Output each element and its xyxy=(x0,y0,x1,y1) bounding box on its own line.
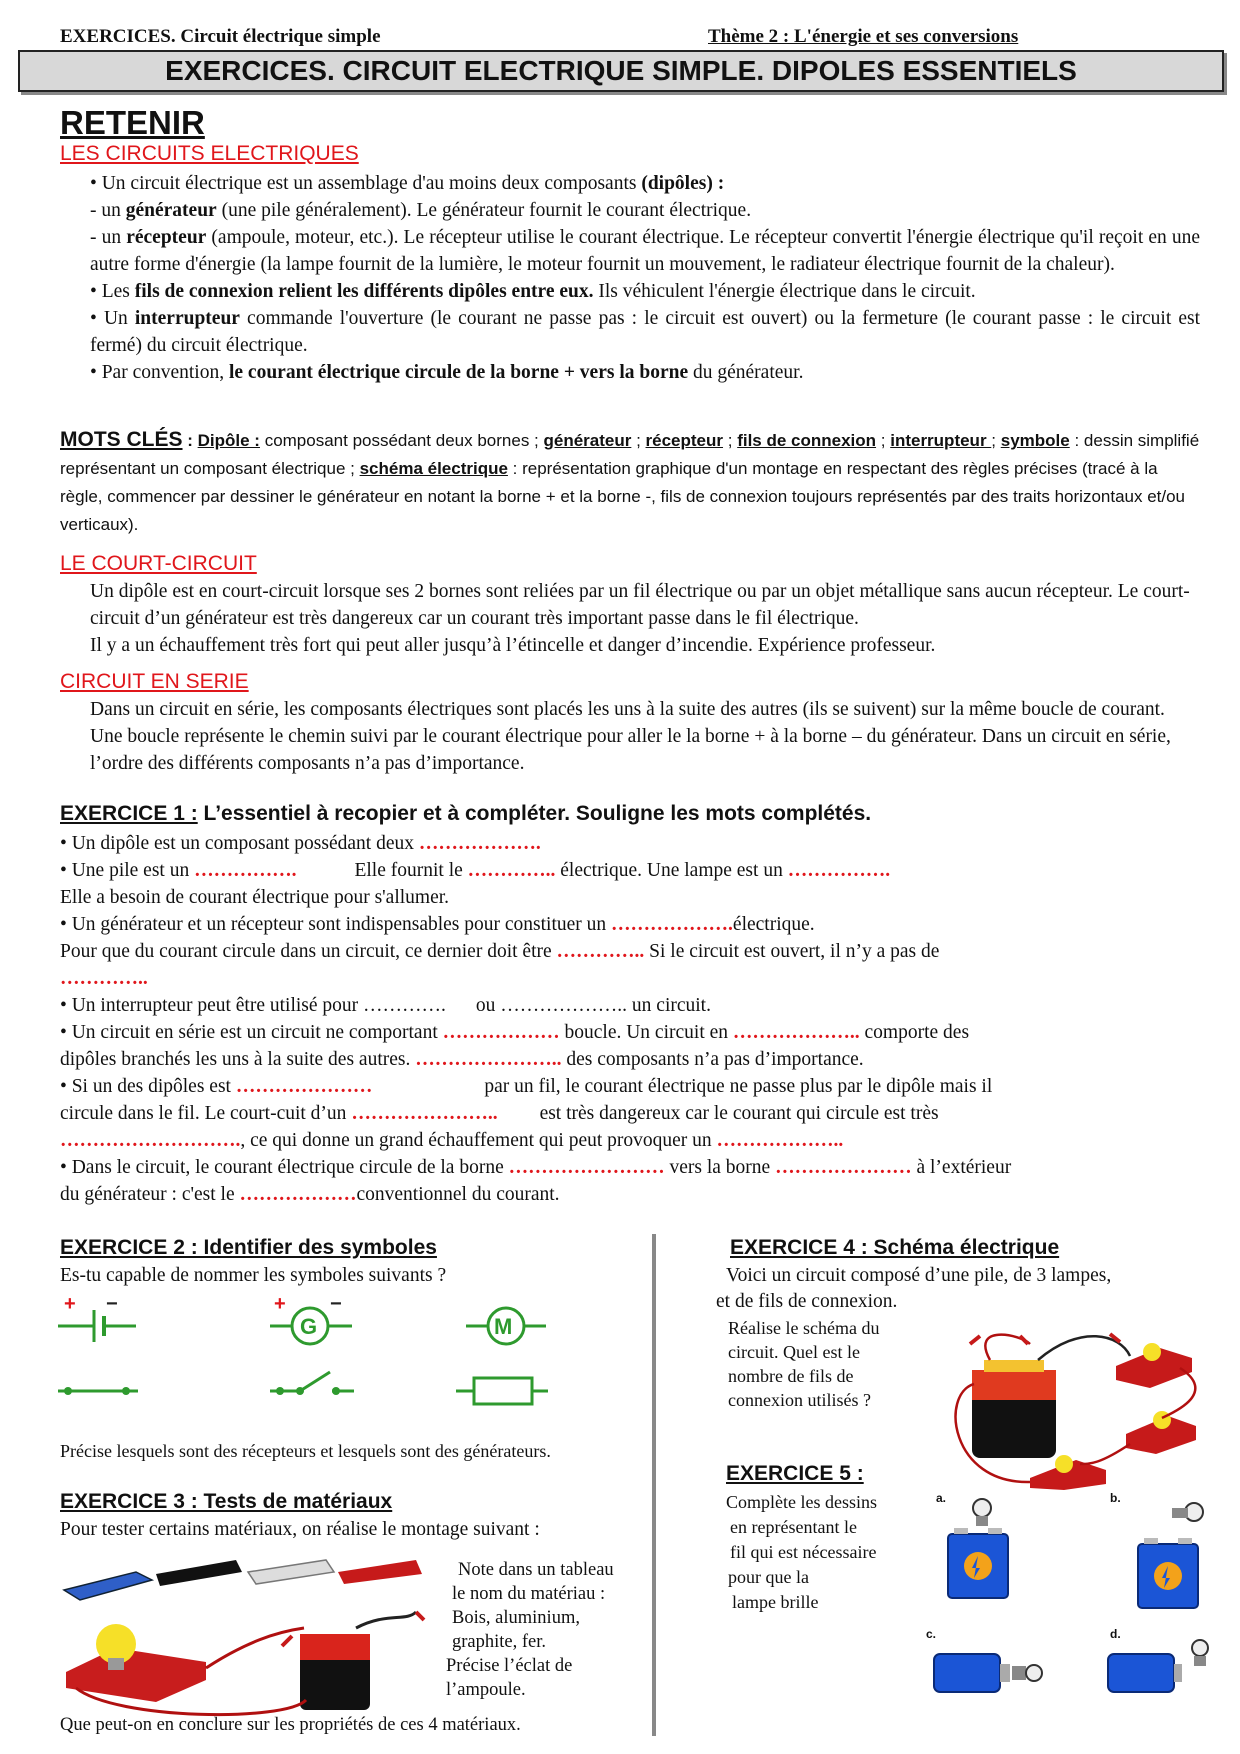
court-heading: LE COURT-CIRCUIT xyxy=(60,552,257,575)
minus-sign: − xyxy=(106,1294,118,1315)
column-divider xyxy=(652,1234,656,1736)
resistor-symbol xyxy=(456,1378,548,1404)
drawing-b xyxy=(1138,1503,1203,1608)
drawing-d xyxy=(1108,1640,1208,1692)
ex2-question: Es-tu capable de nommer les symboles suivants ? xyxy=(60,1265,447,1286)
retenir-heading: RETENIR xyxy=(60,104,205,141)
drawing-a xyxy=(948,1499,1008,1598)
circuits-body: • Un circuit électrique est un assemblage d'au moins deux composants (dipôles) : - un générateur (une pile généralement). Le générateur fournit le courant électrique. - un récepteur (ampoule, moteur, etc.). Le récepteur utilise le courant électrique. Le récepteur convertit l'énergie électrique qu'il reçoit en une autre forme d'énergie (la lampe fournit de la lumière, le moteur fournit un mouvement, le radiateur électrique fournit de la chaleur). • Les fils de connexion relient les différents dipôles entre eux. Ils véhiculent l'énergie électrique dans le circuit. • Un interrupteur commande l'ouverture (le courant ne passe pas : le circuit est ouvert) ou la fermeture (le courant passe : le circuit est fermé) du circuit électrique. • Par convention, le courant électrique circule de la borne + vers la borne du générateur. xyxy=(90,173,1201,383)
ex4-line1: Voici un circuit composé d’une pile, de 3 lampes, xyxy=(726,1265,1112,1286)
ex4-note: Réalise le schéma du circuit. Quel est le nombre de fils de connexion utilisés ? xyxy=(728,1318,880,1410)
generator-letter: G xyxy=(300,1314,318,1339)
ex5-drawings xyxy=(924,1488,1216,1708)
label-d: d. xyxy=(1110,1627,1121,1641)
ex3-question: Pour tester certains matériaux, on réalise le montage suivant : xyxy=(60,1519,540,1540)
plus-sign: + xyxy=(64,1294,76,1315)
label-c: c. xyxy=(926,1627,937,1641)
ex5-note: Complète les dessins en représentant le fil qui est nécessaire pour que la lampe brille xyxy=(726,1492,877,1612)
ex4-title: EXERCICE 4 : Schéma électrique xyxy=(730,1236,1060,1259)
page-title: EXERCICES. CIRCUIT ELECTRIQUE SIMPLE. DIPOLES ESSENTIELS xyxy=(18,50,1224,92)
label-a: a. xyxy=(936,1491,947,1505)
motor-letter: M xyxy=(494,1314,513,1339)
ex3-title: EXERCICE 3 : Tests de matériaux xyxy=(60,1490,393,1513)
mots-cles: MOTS CLÉS : Dipôle : composant possédant deux bornes ; générateur ; récepteur ; fils de connexion ; interrupteur ; symbole : dessin simplifié représentant un composant électrique ; schéma électrique : représentation graphique d'un montage en respectant des règles précises (tracé à la règle, commencer par dessiner le générateur en notant la borne + et la borne -, fils de connexion toujours représentés par des traits horizontaux et/ou verticaux). xyxy=(60,428,1200,534)
header-right: Thème 2 : L'énergie et ses conversions xyxy=(708,26,1019,47)
label-b: b. xyxy=(1110,1491,1121,1505)
header-left: EXERCICES. Circuit électrique simple xyxy=(60,26,381,47)
ex5-title: EXERCICE 5 : xyxy=(726,1462,864,1485)
ex3-note: Note dans un tableau le nom du matériau : Bois, aluminium, graphite, fer. Précise l’éclat de l’ampoule. xyxy=(446,1560,614,1700)
ex2-symbols xyxy=(56,1294,556,1414)
ex1-title: EXERCICE 1 : L’essentiel à recopier et à compléter. Souligne les mots complétés. xyxy=(60,802,872,825)
ex2-question-2: Précise lesquels sont des récepteurs et lesquels sont des générateurs. xyxy=(60,1441,551,1461)
court-body: Un dipôle est en court-circuit lorsque ses 2 bornes sont reliées par un fil électrique ou par un objet métallique sans aucun récepteur. Le court-circuit d’un générateur est très dangereux car un courant très important passe dans le fil électrique. Il y a un échauffement très fort qui peut aller jusqu’à l’étincelle et danger d’incendie. Expérience professeur. xyxy=(90,581,1190,656)
ex3-question-2: Que peut-on en conclure sur les propriétés de ces 4 matériaux. xyxy=(60,1715,521,1735)
plus-sign: + xyxy=(274,1294,286,1315)
materials-test-illustration xyxy=(56,1552,446,1720)
minus-sign: − xyxy=(330,1294,342,1315)
ex4-circuit-illustration xyxy=(930,1314,1212,1490)
ex4-line2: et de fils de connexion. xyxy=(716,1291,898,1312)
drawing-c xyxy=(934,1654,1042,1692)
ex1-body: • Un dipôle est un composant possédant deux ………………. • Une pile est un ……………. Elle fournit le ………….. électrique. Une lampe est un ……………. Elle a besoin de courant électrique pour s'allumer. • Un générateur et un récepteur sont indispensables pour constituer un ……………….électrique. Pour que du courant circule dans un circuit, ce dernier doit être ………….. Si le circuit est ouvert, il n’y a pas de ………….. • Un interrupteur peut être utilisé pour …………. ou ……………….. un circuit. • Un circuit en série est un circuit ne comportant ……………… boucle. Un circuit en ……………….. comporte des dipôles branchés les uns à la suite des autres. ………………….. des composants n’a pas d’importance. • Si un des dipôles est ………………… par un fil, le courant électrique ne passe plus par le dipôle mais il circule dans le fil. Le court-cuit d’un ………………….. est très dangereux car le courant qui circule est très ………………………., ce qui donne un grand échauffement qui peut provoquer un ……………….. • Dans le circuit, le courant électrique circule de la borne …………………… vers la borne ………………… à l’extérieur du générateur : c'est le ………………conventionnel du courant. xyxy=(60,833,1012,1205)
circuits-heading: LES CIRCUITS ELECTRIQUES xyxy=(60,142,359,165)
serie-body: Dans un circuit en série, les composants électriques sont placés les uns à la suite des autres (ils se suivent) sur la même boucle de courant. Une boucle représente le chemin suivi par le courant électrique pour aller le la borne + à la borne – du générateur. Dans un circuit en série, l’ordre des différents composants n’a pas d’importance. xyxy=(90,699,1171,774)
ex2-title: EXERCICE 2 : Identifier des symboles xyxy=(60,1236,437,1259)
serie-heading: CIRCUIT EN SERIE xyxy=(60,670,249,693)
